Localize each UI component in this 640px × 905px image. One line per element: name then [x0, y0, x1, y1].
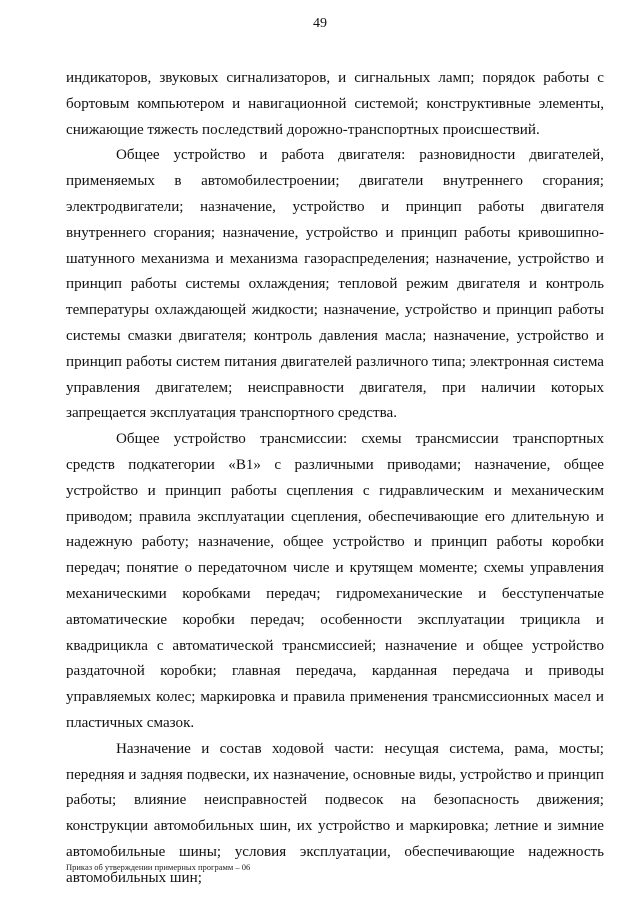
- page-number: 49: [313, 16, 327, 31]
- paragraph-transmission: Общее устройство трансмиссии: схемы трансмиссии транспортных средств подкатегории «B1» с различными приводами; назначение, общее устройство и принцип работы сцепления с гидравлическим и механическим приводом; правила эксплуатации сцепления, обеспечивающие его длительную и надежную работу; назначение, общее устройство и принцип работы коробки передач; понятие о передаточном числе и крутящем моменте; схемы управления механическими коробками передач; гидромеханические и бесступенчатые автоматические коробки передач; особенности эксплуатации трицикла и квадрицикла с автоматической трансмиссией; назначение и общее устройство раздаточной коробки; главная передача, карданная передача и приводы управляемых колес; маркировка и правила применения трансмиссионных масел и пластичных смазок.: [66, 431, 604, 731]
- paragraph-chassis: Назначение и состав ходовой части: несущая система, рама, мосты; передняя и задняя подвески, их назначение, основные виды, устройство и принцип работы; влияние неисправностей подвесок на безопасность движения; конструкции автомобильных шин, их устройство и маркировка; летние и зимние автомобильные шины; условия эксплуатации, обеспечивающие надежность автомобильных шин;: [66, 740, 604, 886]
- document-body: [66, 66, 604, 892]
- page-footer: Приказ об утверждении примерных программ – 06: [66, 862, 251, 872]
- paragraph-continuation: индикаторов, звуковых сигнализаторов, и сигнальных ламп; порядок работы с бортовым компьютером и навигационной системой; конструктивные элементы, снижающие тяжесть последствий дорожно-транспортных происшествий.: [66, 70, 604, 138]
- paragraph-engine: Общее устройство и работа двигателя: разновидности двигателей, применяемых в автомобилестроении; двигатели внутреннего сгорания; электродвигатели; назначение, устройство и принцип работы двигателя внутреннего сгорания; назначение, устройство и принцип работы кривошипно-шатунного механизма и механизма газораспределения; назначение, устройство и принцип работы системы охлаждения; тепловой режим двигателя и контроль температуры охлаждающей жидкости; назначение, устройство и принцип работы системы смазки двигателя; контроль давления масла; назначение, устройство и принцип работы систем питания двигателей различного типа; электронная система управления двигателем; неисправности двигателя, при наличии которых запрещается эксплуатация транспортного средства.: [66, 147, 604, 422]
